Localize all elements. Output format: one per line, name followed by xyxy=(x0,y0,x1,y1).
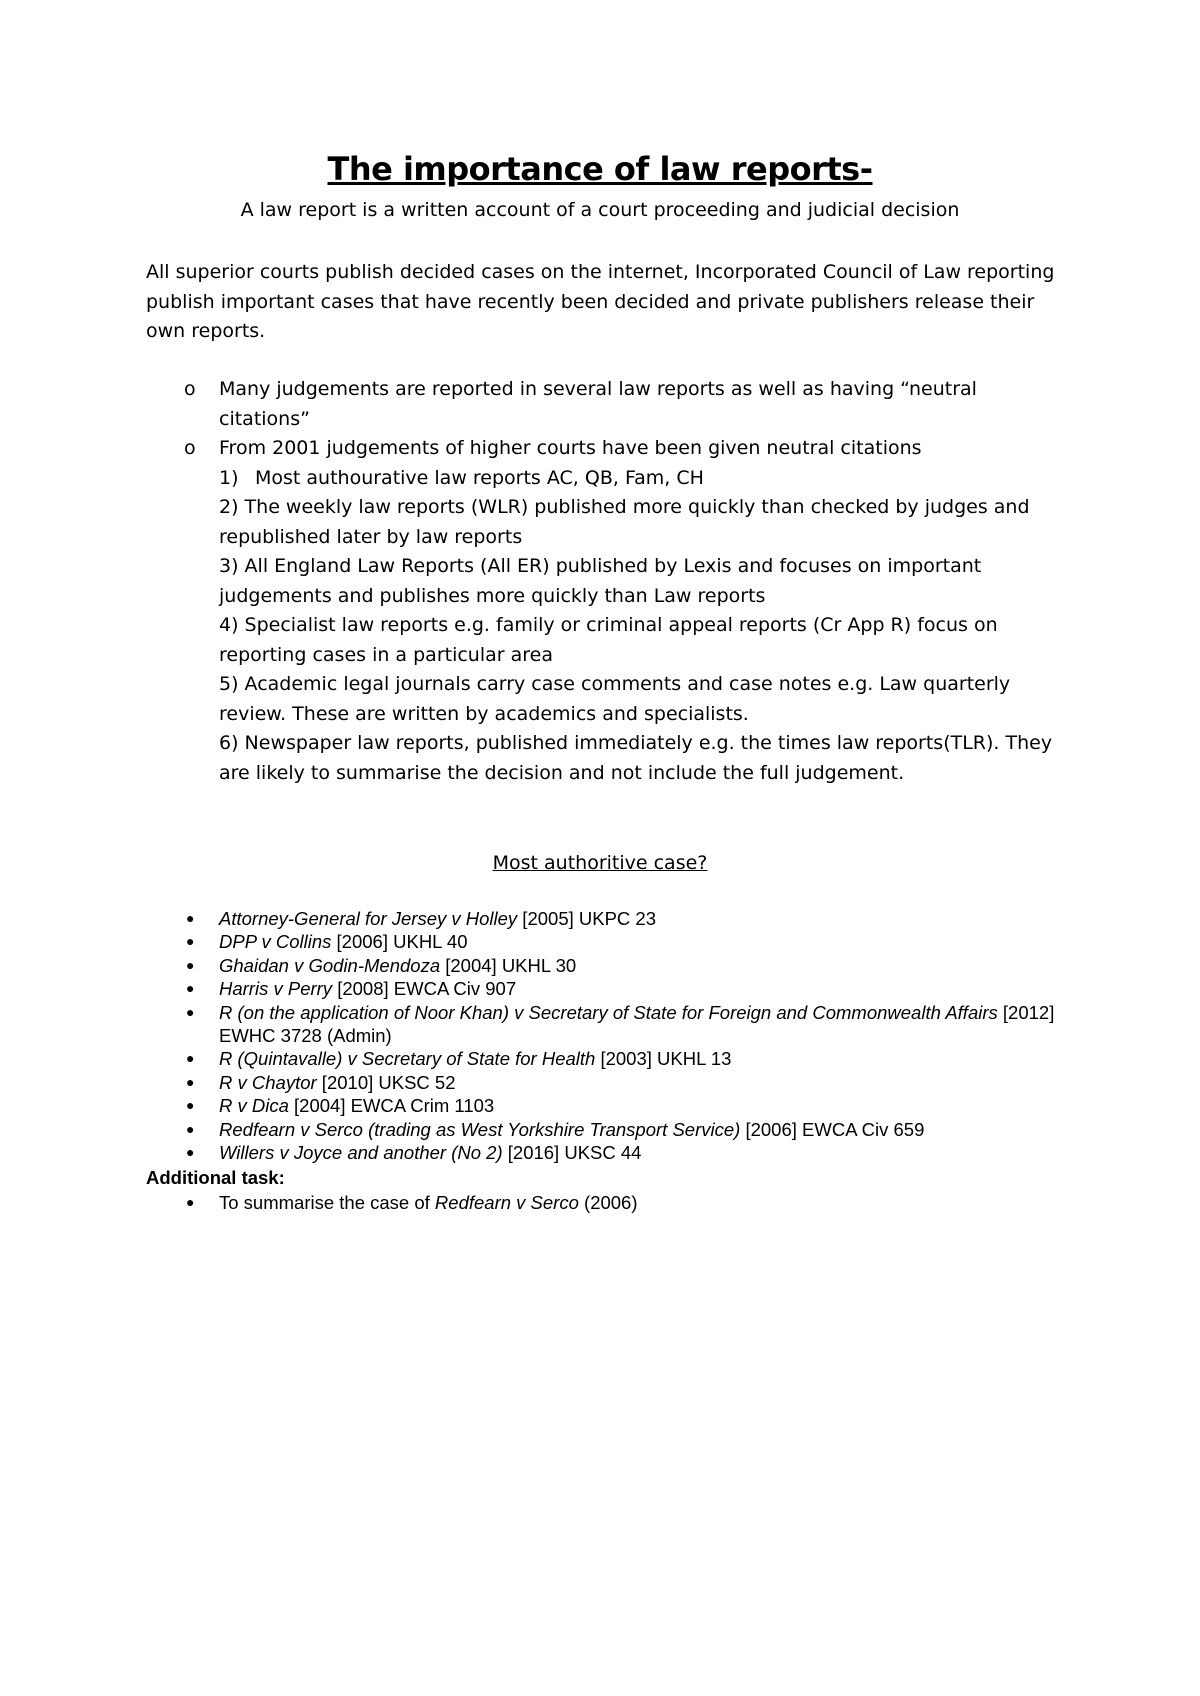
case-item xyxy=(146,1071,1066,1094)
case-citation: [2012] EWHC 3728 (Admin) xyxy=(219,1001,1055,1047)
case-item xyxy=(146,1118,1066,1141)
case-name: R v Chaytor xyxy=(219,1071,317,1093)
case-name: Ghaidan v Godin-Mendoza xyxy=(219,954,441,976)
case-item xyxy=(146,1001,1066,1048)
numbered-item: 3) All England Law Reports (All ER) published by Lexis and focuses on important judgements and publishes more quickly than Law reports xyxy=(219,555,982,607)
case-citation: [2006] UKHL 40 xyxy=(331,931,468,953)
list-item xyxy=(146,434,1066,464)
point-text: Many judgements are reported in several law reports as well as having “neutral citations” xyxy=(219,378,977,430)
case-name: R (Quintavalle) v Secretary of State for Health xyxy=(219,1048,596,1070)
case-citation: [2004] UKHL 30 xyxy=(440,954,577,976)
numbered-item-text: Most authourative law reports AC, QB, Fam, CH xyxy=(255,466,704,489)
case-item xyxy=(146,930,1066,953)
document-subtitle: A law report is a written account of a court proceeding and judicial decision xyxy=(240,199,960,221)
case-citation: [2004] EWCA Crim 1103 xyxy=(288,1095,495,1117)
case-citation: [2006] EWCA Civ 659 xyxy=(740,1118,925,1140)
case-name: R v Dica xyxy=(219,1095,289,1117)
numbered-item xyxy=(146,464,1066,494)
case-citation: [2008] EWCA Civ 907 xyxy=(332,978,517,1000)
list-item xyxy=(146,375,1066,434)
bullet-dot-icon: ● xyxy=(186,910,195,926)
case-item xyxy=(146,954,1066,977)
numbered-item: 2) The weekly law reports (WLR) published more quickly than checked by judges and republished later by law reports xyxy=(219,496,1030,548)
case-name: Harris v Perry xyxy=(219,978,333,1000)
bullet-dot-icon: ● xyxy=(186,1003,195,1020)
additional-task-list xyxy=(146,1191,1066,1214)
list-item xyxy=(146,1191,1066,1214)
cases-list xyxy=(146,907,1066,1164)
case-citation: [2010] UKSC 52 xyxy=(316,1071,456,1093)
case-citation: [2016] UKSC 44 xyxy=(502,1142,642,1164)
bullet-dot-icon: ● xyxy=(186,1050,195,1067)
points-list xyxy=(146,375,1066,788)
case-name: Attorney-General for Jersey v Holley xyxy=(219,908,518,929)
case-item xyxy=(146,1094,1066,1117)
numbered-item: 6) Newspaper law reports, published immediately e.g. the times law reports(TLR). They are likely to summarise the decision and not include the full judgement. xyxy=(219,732,1053,784)
bullet-dot-icon: ● xyxy=(186,1144,195,1161)
bullet-dot-icon: ● xyxy=(186,1120,195,1137)
bullet-dot-icon: ● xyxy=(186,1073,195,1090)
case-name: R (on the application of Noor Khan) v Secretary of State for Foreign and Commonwealth Affairs xyxy=(219,1001,998,1023)
cases-heading: Most authoritive case? xyxy=(492,852,708,874)
bullet-o-icon: o xyxy=(184,437,196,459)
intro-paragraph: All superior courts publish decided cases on the internet, Incorporated Council of Law reporting publish important cases that have recently been decided and private publishers release their own reports. xyxy=(146,261,1055,342)
point-text: From 2001 judgements of higher courts have been given neutral citations xyxy=(219,437,922,459)
bullet-dot-icon: ● xyxy=(186,1194,195,1210)
numbered-item-number: 1) xyxy=(219,466,239,489)
case-item xyxy=(146,977,1066,1000)
case-citation: [2005] UKPC 23 xyxy=(517,908,657,929)
case-citation: [2003] UKHL 13 xyxy=(595,1048,732,1070)
case-item xyxy=(146,1047,1066,1070)
case-item xyxy=(146,1141,1066,1164)
bullet-dot-icon: ● xyxy=(186,933,195,950)
bullet-dot-icon: ● xyxy=(186,1097,195,1114)
case-name: Redfearn v Serco (trading as West Yorkshire Transport Service) xyxy=(219,1118,741,1140)
task-prefix: To summarise the case of xyxy=(219,1192,435,1213)
task-suffix: (2006) xyxy=(578,1192,638,1213)
case-name: DPP v Collins xyxy=(219,931,332,953)
case-item xyxy=(146,907,1066,930)
numbered-item: 4) Specialist law reports e.g. family or criminal appeal reports (Cr App R) focus on reporting cases in a particular area xyxy=(219,614,998,666)
bullet-o-icon: o xyxy=(184,378,196,400)
numbered-item: 5) Academic legal journals carry case comments and case notes e.g. Law quarterly review. These are written by academics and specialists. xyxy=(219,673,1011,725)
additional-task-label: Additional task: xyxy=(146,1167,285,1188)
case-name: Willers v Joyce and another (No 2) xyxy=(219,1142,503,1164)
bullet-dot-icon: ● xyxy=(186,980,195,997)
task-case-name: Redfearn v Serco xyxy=(434,1192,579,1213)
bullet-dot-icon: ● xyxy=(186,956,195,973)
document-title: The importance of law reports- xyxy=(327,150,873,188)
